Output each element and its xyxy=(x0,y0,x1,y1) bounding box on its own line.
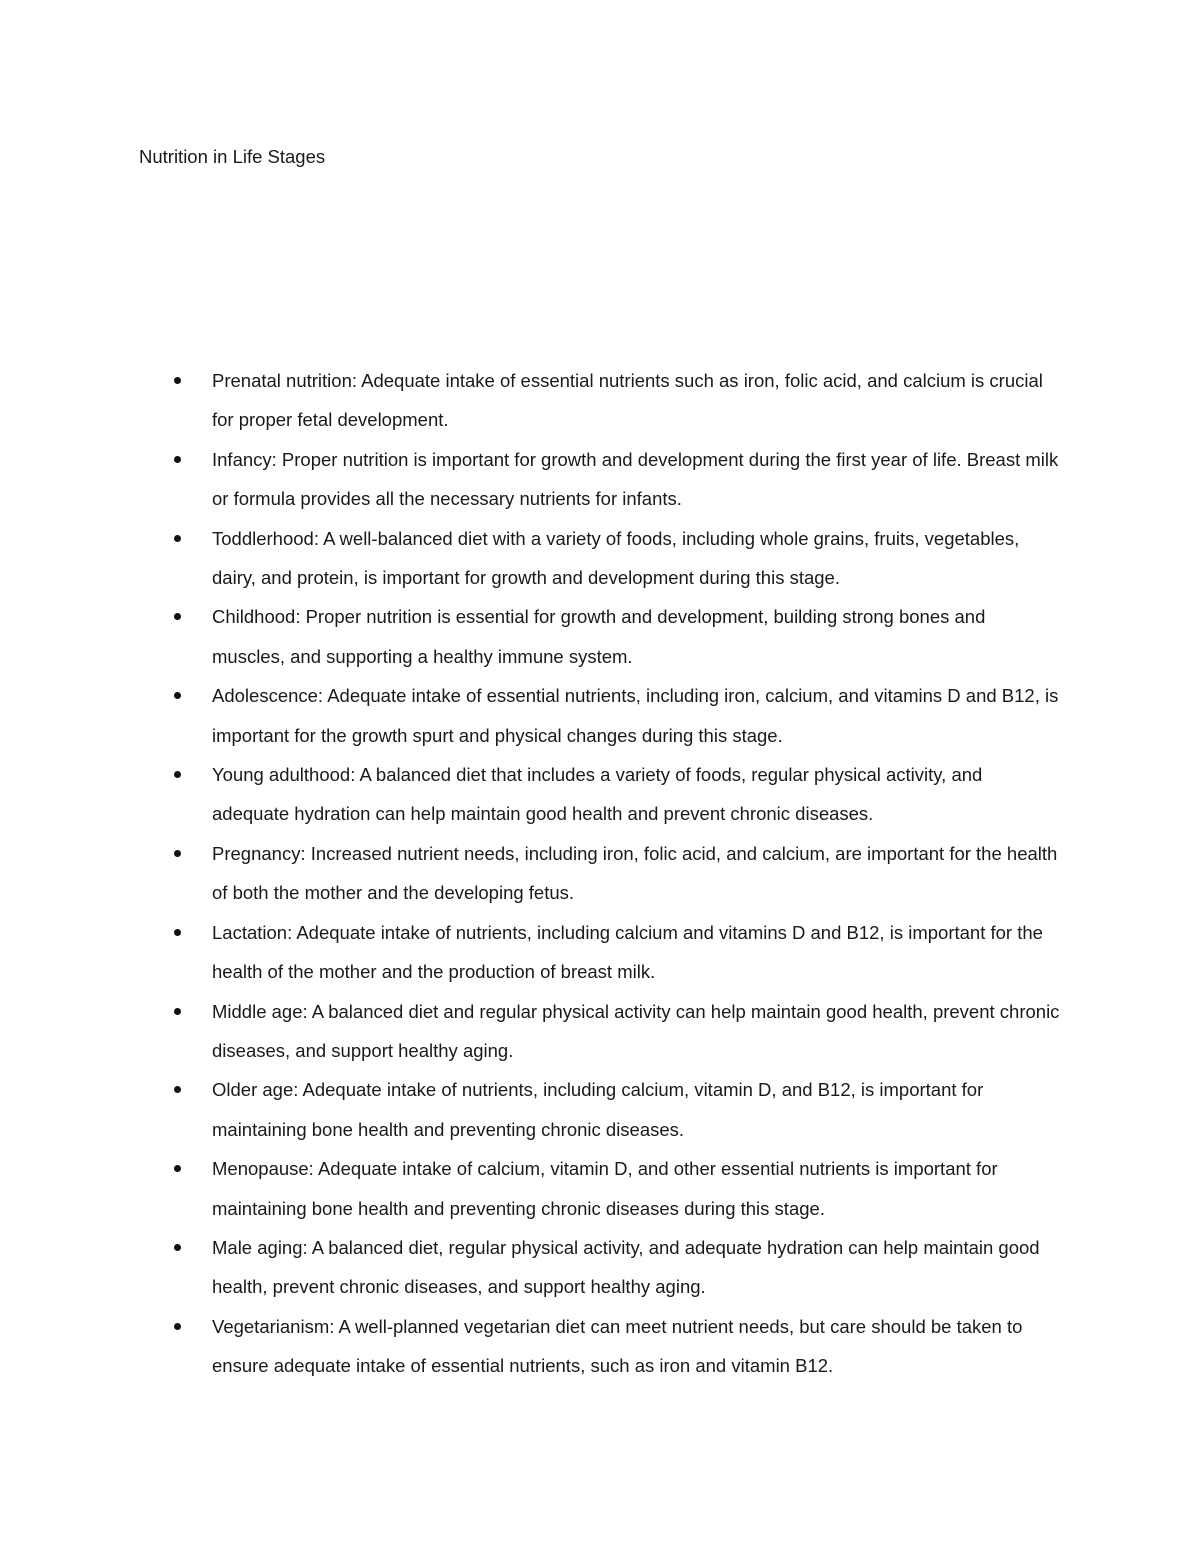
list-item-text: Infancy: Proper nutrition is important for growth and development during the first year of life. Breast milk or formula provides all the necessary nutrients for infants. xyxy=(212,448,1059,510)
list-item-text: Vegetarianism: A well-planned vegetarian diet can meet nutrient needs, but care should be taken to ensure adequate intake of essential nutrients, such as iron and vitamin B12. xyxy=(212,1315,1023,1377)
list-item xyxy=(212,1307,1062,1386)
list-item xyxy=(212,755,1062,834)
bullet-icon xyxy=(174,1244,181,1251)
bullet-icon xyxy=(174,1165,181,1172)
bullet-icon xyxy=(174,771,181,778)
list-item xyxy=(212,1149,1062,1228)
list-item-text: Older age: Adequate intake of nutrients, including calcium, vitamin D, and B12, is important for maintaining bone health and preventing chronic diseases. xyxy=(212,1079,984,1140)
bullet-icon xyxy=(174,1008,181,1015)
list-item xyxy=(212,440,1062,519)
list-item xyxy=(212,361,1062,440)
document-title: Nutrition in Life Stages xyxy=(139,146,326,167)
list-item-text: Childhood: Proper nutrition is essential for growth and development, building strong bones and muscles, and supporting a healthy immune system. xyxy=(212,606,986,667)
list-item-text: Pregnancy: Increased nutrient needs, including iron, folic acid, and calcium, are important for the health of both the mother and the developing fetus. xyxy=(212,842,1058,904)
list-item xyxy=(212,519,1062,598)
list-item-text: Middle age: A balanced diet and regular physical activity can help maintain good health, prevent chronic diseases, and support healthy aging. xyxy=(212,1000,1060,1061)
list-item-text: Toddlerhood: A well-balanced diet with a variety of foods, including whole grains, fruits, vegetables, dairy, and protein, is important for growth and development during this stage. xyxy=(212,527,1020,589)
bullet-icon xyxy=(174,613,181,620)
list-item xyxy=(212,1070,1062,1149)
bullet-icon xyxy=(174,850,181,857)
list-item-text: Prenatal nutrition: Adequate intake of essential nutrients such as iron, folic acid, and calcium is crucial for proper fetal development. xyxy=(212,370,1043,431)
list-item xyxy=(212,834,1062,913)
bullet-icon xyxy=(174,692,181,699)
list-item xyxy=(212,913,1062,992)
bullet-icon xyxy=(174,456,181,463)
bullet-icon xyxy=(174,929,181,936)
bullet-icon xyxy=(174,535,181,542)
list-item-text: Lactation: Adequate intake of nutrients, including calcium and vitamins D and B12, is important for the health of the mother and the production of breast milk. xyxy=(212,921,1043,983)
bullet-icon xyxy=(174,1323,181,1330)
list-item xyxy=(212,597,1062,676)
list-item xyxy=(212,992,1062,1071)
list-item-text: Young adulthood: A balanced diet that includes a variety of foods, regular physical activity, and adequate hydration can help maintain good health and prevent chronic diseases. xyxy=(212,764,983,825)
list-item xyxy=(212,676,1062,755)
list-item xyxy=(212,1228,1062,1307)
bullet-icon xyxy=(174,1086,181,1093)
bullet-icon xyxy=(174,377,181,384)
list-item-text: Male aging: A balanced diet, regular physical activity, and adequate hydration can help maintain good health, prevent chronic diseases, and support healthy aging. xyxy=(212,1236,1040,1298)
bullet-list xyxy=(212,361,1062,1386)
list-item-text: Adolescence: Adequate intake of essential nutrients, including iron, calcium, and vitamins D and B12, is important for the growth spurt and physical changes during this stage. xyxy=(212,685,1059,746)
list-item-text: Menopause: Adequate intake of calcium, vitamin D, and other essential nutrients is important for maintaining bone health and preventing chronic diseases during this stage. xyxy=(212,1158,998,1219)
